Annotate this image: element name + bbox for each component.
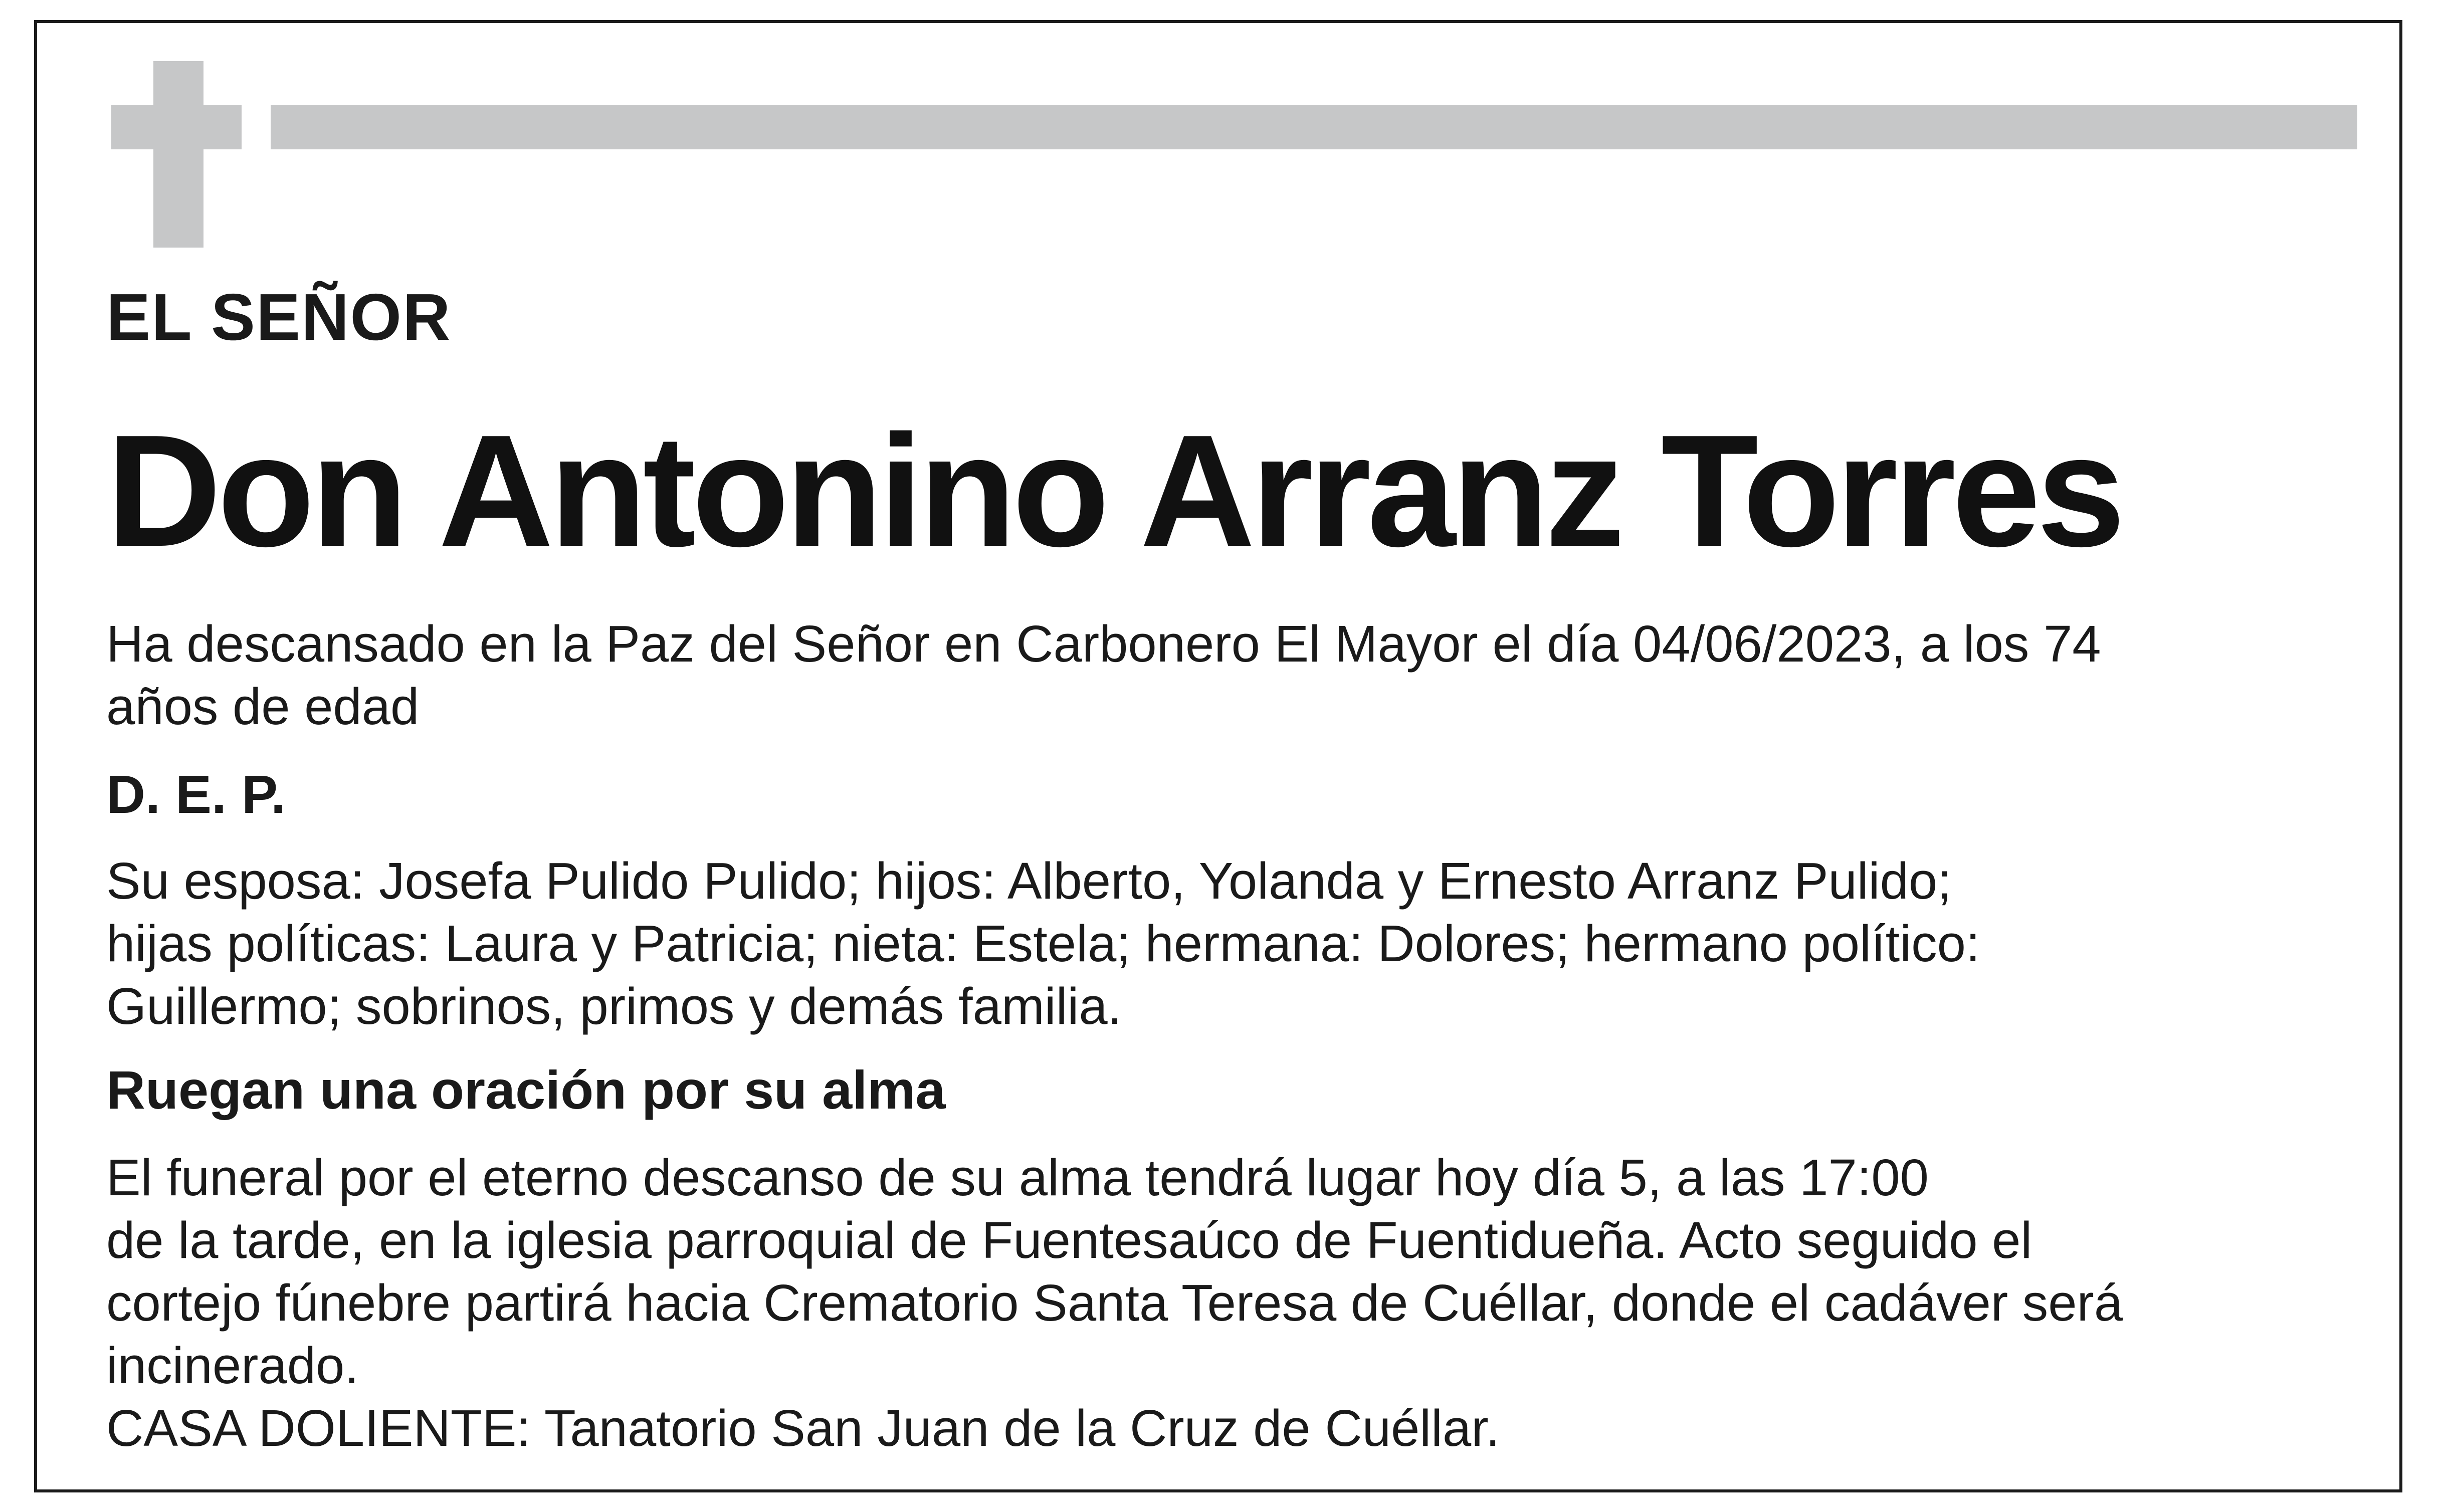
rip-heading: D. E. P. xyxy=(106,764,286,824)
cross-vertical-bar xyxy=(153,61,203,248)
family-line: hijas políticas: Laura y Patricia; nieta: Estela; hermana: Dolores; hermano político: xyxy=(106,915,1980,972)
family-text xyxy=(106,849,2362,1037)
death-notice-line: años de edad xyxy=(106,678,420,735)
family-line: Su esposa: Josefa Pulido Pulido; hijos: Alberto, Yolanda y Ernesto Arranz Pulido; xyxy=(106,852,1952,910)
death-notice-text xyxy=(106,612,2362,738)
death-notice-line: Ha descansado en la Paz del Señor en Carbonero El Mayor el día 04/06/2023, a los 74 xyxy=(106,615,2101,673)
prayer-request-heading: Ruegan una oración por su alma xyxy=(106,1059,946,1120)
deceased-name: Don Antonino Arranz Torres xyxy=(106,402,2122,580)
funeral-details-text xyxy=(106,1146,2362,1459)
funeral-line: incinerado. xyxy=(106,1337,359,1394)
family-line: Guillermo; sobrinos, primos y demás familia. xyxy=(106,977,1122,1035)
funeral-line: cortejo fúnebre partirá hacia Crematorio Santa Teresa de Cuéllar, donde el cadáver será xyxy=(106,1274,2123,1332)
mourning-house-line: CASA DOLIENTE: Tanatorio San Juan de la Cruz de Cuéllar. xyxy=(106,1399,1500,1457)
cross-horizontal-bar xyxy=(111,105,242,149)
funeral-line: de la tarde, en la iglesia parroquial de Fuentesaúco de Fuentidueña. Acto seguido el xyxy=(106,1211,2032,1269)
funeral-line: El funeral por el eterno descanso de su alma tendrá lugar hoy día 5, a las 17:00 xyxy=(106,1149,1929,1206)
salutation: EL SEÑOR xyxy=(106,280,452,354)
top-rule-divider xyxy=(271,105,2357,149)
